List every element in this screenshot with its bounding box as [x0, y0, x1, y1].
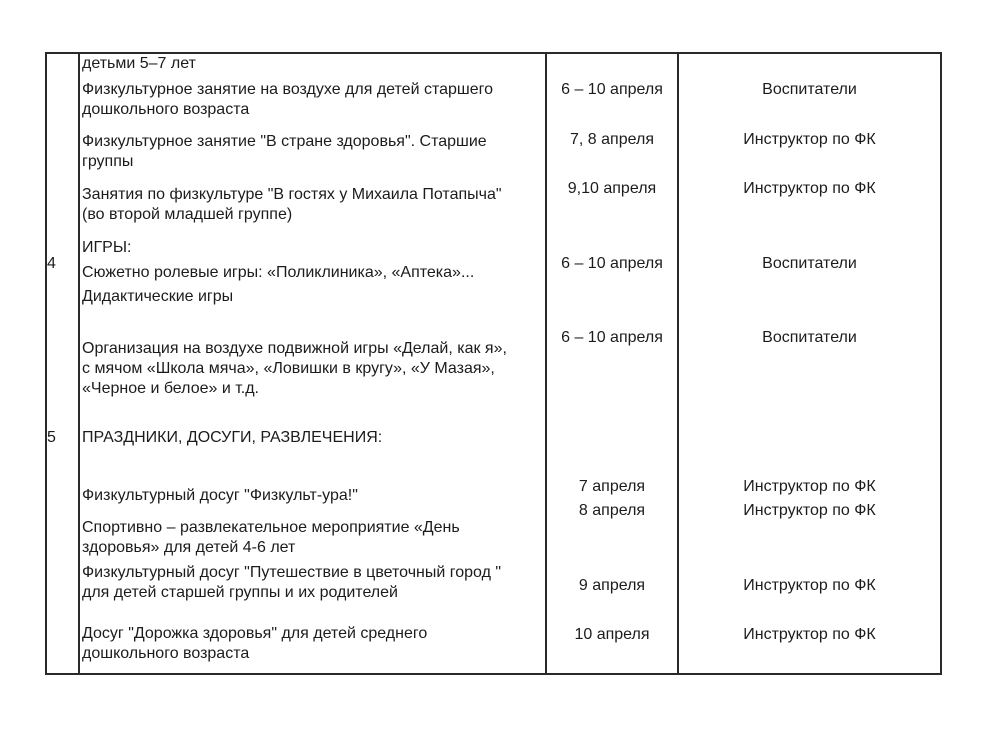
table-row-activity: Физкультурный досуг "Физкульт-ура!" [82, 487, 358, 504]
table-row-activity: (во второй младшей группе) [82, 206, 293, 223]
table-row-dates: 7 апреля [578, 478, 646, 495]
table-border-right [940, 52, 942, 675]
table-row-dates: 9,10 апреля [567, 180, 657, 197]
table-row-dates: 6 – 10 апреля [561, 81, 663, 98]
table-row-dates: 10 апреля [574, 626, 650, 643]
table-row-responsible: Инструктор по ФК [743, 502, 876, 519]
table-row-activity: с мячом «Школа мяча», «Ловишки в кругу», «У Мазая», [82, 360, 495, 377]
table-row-activity: Физкультурное занятие "В стране здоровья". Старшие [82, 133, 487, 150]
table-row-activity: Организация на воздухе подвижной игры «Делай, как я», [82, 340, 507, 357]
table-border-left [45, 52, 47, 675]
table-row-activity: дошкольного возраста [82, 101, 250, 118]
table-row-activity: Физкультурное занятие на воздухе для детей старшего [82, 81, 494, 98]
section-heading: ПРАЗДНИКИ, ДОСУГИ, РАЗВЛЕЧЕНИЯ: [82, 429, 383, 446]
section-heading: ИГРЫ: [82, 239, 132, 256]
table-border-bottom [45, 673, 942, 675]
table-row-responsible: Инструктор по ФК [743, 626, 876, 643]
table-row-activity: «Черное и белое» и т.д. [82, 380, 259, 397]
continuation-text: детьми 5–7 лет [82, 55, 196, 72]
table-row-dates: 6 – 10 апреля [561, 255, 663, 272]
table-row-responsible: Воспитатели [762, 329, 857, 346]
table-divider-number-col [78, 52, 80, 675]
table-row-dates: 6 – 10 апреля [561, 329, 663, 346]
table-row-responsible: Инструктор по ФК [743, 577, 876, 594]
section-line: Сюжетно ролевые игры: «Поликлиника», «Аптека»... [82, 264, 475, 281]
section-line: Дидактические игры [82, 288, 234, 305]
table-row-activity: Спортивно – развлекательное мероприятие «День [82, 519, 460, 536]
table-row-activity: Занятия по физкультуре "В гостях у Михаила Потапыча" [82, 186, 502, 203]
table-row-responsible: Инструктор по ФК [743, 180, 876, 197]
table-row-dates: 9 апреля [578, 577, 646, 594]
table-row-responsible: Воспитатели [762, 255, 857, 272]
table-row-activity: для детей старшей группы и их родителей [82, 584, 398, 601]
table-row-activity: дошкольного возраста [82, 645, 250, 662]
section-number: 4 [47, 255, 56, 272]
table-row-responsible: Воспитатели [762, 81, 857, 98]
table-row-dates: 7, 8 апреля [570, 131, 654, 148]
table-row-dates: 8 апреля [578, 502, 646, 519]
table-row-responsible: Инструктор по ФК [743, 478, 876, 495]
table-row-activity: Досуг "Дорожка здоровья" для детей среднего [82, 625, 428, 642]
section-number: 5 [47, 429, 56, 446]
table-row-responsible: Инструктор по ФК [743, 131, 876, 148]
table-row-activity: группы [82, 153, 134, 170]
table-row-activity: здоровья» для детей 4-6 лет [82, 539, 296, 556]
table-row-activity: Физкультурный досуг "Путешествие в цветочный город " [82, 564, 502, 581]
